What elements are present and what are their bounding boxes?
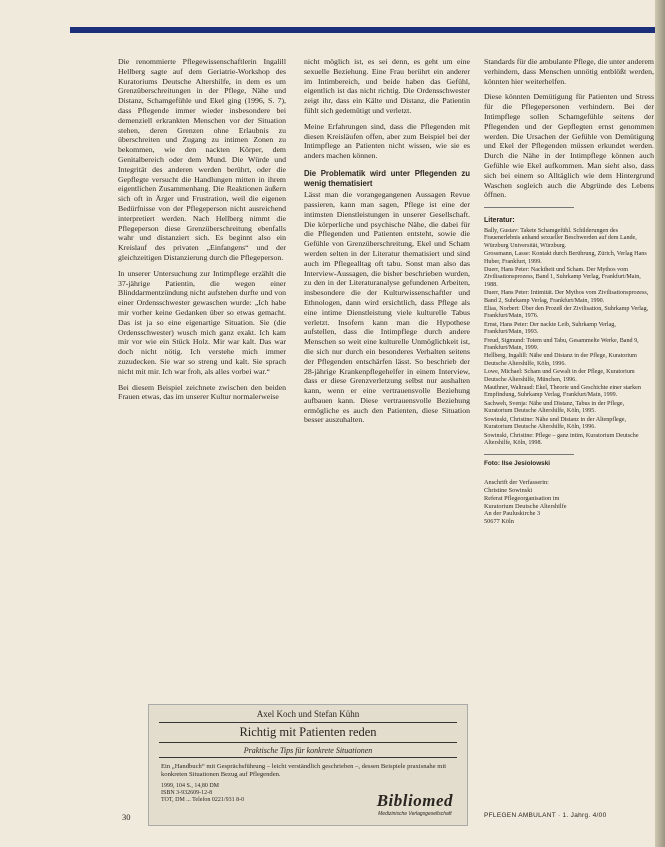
- binding-shadow: [655, 0, 665, 847]
- paragraph: Standards für die ambulante Pflege, die unter anderem verhindern, dass Menschen unnötig entblößt werden, könnten hier weiterhelfen.: [484, 57, 654, 86]
- header-bar: [70, 27, 665, 33]
- address-line: 50677 Köln: [484, 518, 514, 526]
- address-line: Kuratorium Deutsche Altershilfe: [484, 502, 567, 510]
- address-line: An der Pauluskirche 3: [484, 510, 541, 518]
- column-2: [304, 57, 470, 431]
- literature-item: Sachweh, Svenja: Nähe und Distanz, Tabus in der Pflege, Kuratorium Deutsche Altershilfe, Köln, 1995.: [484, 400, 625, 415]
- ad-meta: [161, 783, 311, 805]
- paragraph: Die renommierte Pflegewissenschaftlerin Ingalill Hellberg sagte auf dem Geriatrie-Workshop des Kuratoriums Deutsche Altershilfe, in dem es um Grenzüberschreitungen in der Pflege, Nähe und Distanz, Schamgefühle und Ekel ging (1996, S. 7), dass Pflegende immer wieder insbesondere bei demenziell erkrankten Menschen vor der Situation stehen, deren Grenzen ohne Erlaubnis zu überschreiten und Zugang zu intimen Zonen zu bekommen, wie den nackten Körper, dem Genitalbereich oder dem Mund. Die Würde und Integrität des anderen werden berührt, oder die Gepflegte versucht die Handlungen mitten in ihrem eigentlichen Zusammenhang. Die Reaktionen äußern sich oft in Ärger und Frustration, weil die eigenen Bedürfnisse von der Pflegeperson nicht ausreichend interpretiert werden. Nach Hellberg nimmt die Pflegeperson diese Grenzüberschreitung ebenfalls wahr und distanziert sich. Es beginnt also ein Kreislauf des privaten „Einfangens“ und der gleichzeitigen Distanzierung durch die Pflegeperson.: [118, 57, 286, 262]
- author-address: [484, 479, 654, 526]
- address-line: Referat Pflegeorganisation im: [484, 494, 560, 502]
- ad-meta-line: 1999, 104 S., 14,80 DM: [161, 783, 220, 789]
- publisher-logo: [377, 791, 453, 817]
- ad-meta-line: ISBN 3-932609-12-8: [161, 790, 213, 797]
- literature-item: Sowinski, Christine: Pflege – ganz intim, Kuratorium Deutsche Altershilfe, Köln, 1998.: [484, 432, 639, 446]
- literature-item: Duerr, Hans Peter: Intimität. Der Mythos vom Zivilisationsprozess, Band 2, Suhrkamp Verlag, Frankfurt/Main, 1990.: [484, 290, 649, 304]
- ad-title: Richtig mit Patienten reden: [159, 722, 457, 743]
- literature-item: Ernst, Hans Peter: Der nackte Leib, Suhrkamp Verlag, Frankfurt/Main, 1993.: [484, 321, 616, 336]
- literature-item: Hellberg, Ingalill: Nähe und Distanz in der Pflege, Kuratorium Deutsche Altershilfe, Köln, 1996.: [484, 353, 637, 367]
- ad-subtitle: Praktische Tips für konkrete Situationen: [159, 746, 457, 758]
- photo-credit: Foto: Ilse Jesiolowski: [484, 460, 551, 468]
- literature-list: [484, 228, 654, 447]
- address-line: Christine Sowinski: [484, 486, 533, 494]
- literature-item: Bally, Gustav: Takete Schamgefühl. Schilderungen des Frauenerlebnis anhand sexueller Beschwerden auf dem Lande, Würzburg Universität, Würzburg.: [484, 227, 637, 249]
- divider: [484, 454, 574, 455]
- literature-item: Mauthner, Waltraud: Ekel, Theorie und Geschichte einer starken Empfindung, Suhrkamp Verlag, Frankfurt/Main, 1999.: [484, 385, 641, 399]
- literature-item: Grossmann, Lasse: Kontakt durch Berührung, Zürich, Verlag Hans Huber, Frankfurt, 1999.: [484, 251, 647, 265]
- ad-description: Ein „Handbuch“ mit Gesprächsführung – leicht verständlich geschrieben –, dessen Beispiele praxisnahe mit konkreten Situationen Bezug auf Pflegenden.: [161, 763, 447, 778]
- literature-heading: Literatur:: [484, 217, 515, 225]
- paragraph: Diese könnten Demütigung für Patienten und Stress für die Pflegepersonen verhindern. Bei der Intimpflege sollen Schamgefühle seitens der Pflegenden und der Gepflegten ernst genommen werden. Die Ursachen der Gefühle von Demütigung und Ekel der Pflegenden müssen erkundet werden. Durch die Nähe in der Intimpflege können auch Gefühle wie Ekel aufkommen. Man sieht also, dass sich bei einem so Alltäglich wie dem Hintergrund Waschen sogleich auch die Abgründe des Lebens öffnen.: [484, 92, 654, 200]
- ad-meta-line: TOT, DM ... Telefon 0221/931 8-0: [161, 797, 245, 804]
- literature-item: Lowe, Michael: Scham und Gewalt in der Pflege, Kuratorium Deutsche Altershilfe, München, 1996.: [484, 369, 635, 383]
- section-heading: Die Problematik wird unter Pflegenden zu wenig thematisiert: [304, 168, 470, 188]
- paragraph: Bei diesem Beispiel zeichnete zwischen den beiden Frauen etwas, das im unserer Kultur normalerweise: [118, 382, 286, 402]
- brand-subtitle: Medizinische Verlagsgesellschaft: [378, 811, 452, 817]
- literature-item: Elias, Norbert: Über den Prozeß der Zivilisation, Suhrkamp Verlag, Frankfurt/Main, 1976.: [484, 306, 649, 320]
- paragraph: Meine Erfahrungen sind, dass die Pflegenden mit diesen Kreisläufen offen, aber zum Beispiel bei der Intimpflege an Patienten nicht wissen, wie sie es anders machen können.: [304, 121, 470, 161]
- divider: [484, 207, 574, 208]
- journal-footer: PFLEGEN AMBULANT · 1. Jahrg. 4/00: [484, 812, 607, 819]
- column-1: [118, 57, 286, 408]
- literature-item: Freud, Sigmund: Totem und Tabu, Gesammelte Werke, Band 9, Frankfurt/Main, 1999.: [484, 337, 639, 352]
- literature-item: Sowinski, Christine: Nähe und Distanz in der Altenpflege, Kuratorium Deutsche Altershilfe, Köln, 1996.: [484, 416, 626, 431]
- paragraph: nicht möglich ist, es sei denn, es geht um eine sexuelle Beziehung. Eine Frau berührt ein anderer im Intimbereich, und beide haben das Gefühl, eigentlich ist das nicht richtig. Die Ordensschwester zeigt ihr, dass ein Kälte und Distanz, die Patientin fühlt sich gedemütigt und verletzt.: [304, 57, 470, 115]
- page-number: 30: [122, 812, 131, 822]
- address-line: Anschrift der Verfasserin:: [484, 479, 549, 487]
- paragraph: In unserer Untersuchung zur Intimpflege erzählt die 37-jährige Patientin, die wegen einer Blinddarmentzündung nicht aufstehen durfte und von einer Ordensschwester gewaschen wurde: „Ich habe mir vorher keine Gedanken über so etwas gemacht. Das ist ja so eine eigenartige Situation. Sie (die Ordensschwester) wusch mich ganz exakt. Ich kam mir vor wie ein Stück Holz. Mir war kalt. Das war doch nicht nötig. Ich verstehe mich immer zuzudecken. Sie war so streng und kalt. Sie sprach nicht mit mir. Ich war froh, als alles vorbei war.“: [118, 268, 286, 376]
- paragraph: Lässt man die vorangegangenen Aussagen Revue passieren, kann man sagen, Pflege ist eine der intimsten Dienstleistungen in unserer Gesellschaft. Die körperliche und psychische Nähe, die dabei für die Pflegenden und Patienten entsteht, sowie die Gefühle von Grenzüberschreitung, Ekel und Scham werden selten in der Literatur thematisiert und sind auch im Pflegealltag oft tabu. Sonst man also das Interview-Aussagen, die bisher beschrieben wurden, zu den in der Literaturanalyse gefundenen Arbeiten, insbesondere die der Kulturwissenschaftler und Ethnologen, dann wird ersichtlich, dass Pflege als eine intime Dienstleistung viele kulturelle Tabus verletzt. Insofern kann man die Hypothese aufstellen, dass die Intimpflege durch andere Menschen so weit eine kulturelle Unmöglichkeit ist, die sich nur durch ein besonderes Verhalten seitens der Pflegenden entschärfen lässt. So beschrieb der 28-jährige Krankenpflegehelfer in einem Interview, dass er diese Grenzverletzung selbst nur aushalten kann, wenn er eine vertrauensvolle Beziehung aufbauen kann. Diese vertrauensvolle Beziehung ermögliche es auch den Patienten, diese Situation besser auszuhalten.: [304, 190, 470, 425]
- column-3: [484, 57, 654, 526]
- book-advertisement: [148, 704, 468, 826]
- brand-name: Bibliomed: [376, 791, 453, 810]
- ad-author: Axel Koch und Stefan Kühn: [256, 709, 360, 719]
- literature-item: Duerr, Hans Peter: Nacktheit und Scham. Der Mythos vom Zivilisationsprozess, Band 1, Suhrkamp Verlag, Frankfurt/Main, 1988.: [484, 266, 641, 288]
